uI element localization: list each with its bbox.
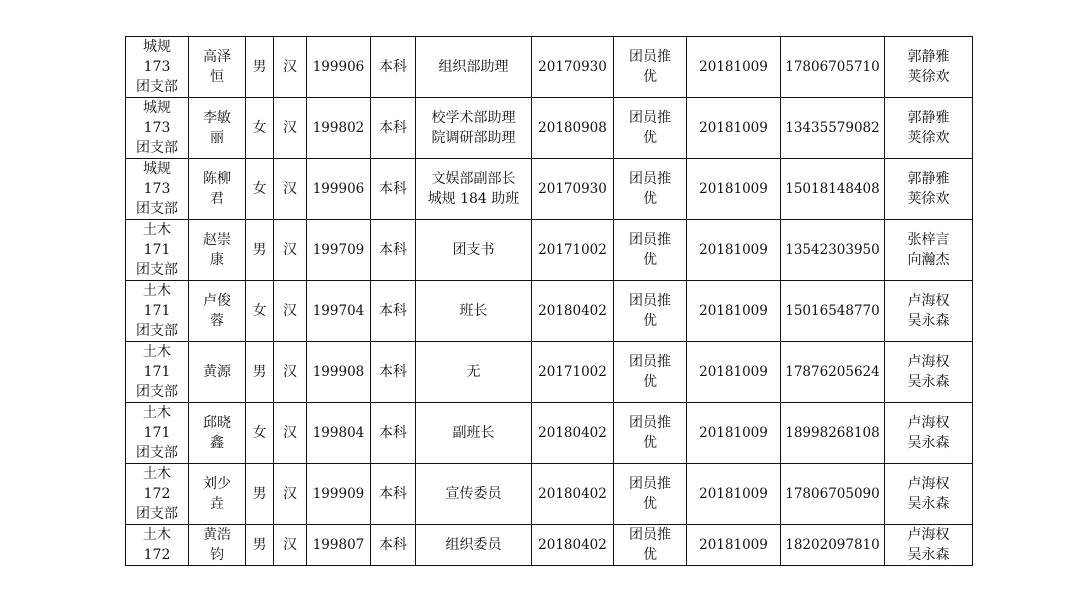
branch-cell: 土木 171 团支部 [126,342,189,403]
phone-cell: 17876205624 [781,342,885,403]
table-row [126,98,973,159]
name-cell: 黄源 [189,342,246,403]
type-cell: 团员推 优 [614,37,687,98]
name-cell: 邱晓 鑫 [189,403,246,464]
phone-cell: 15018148408 [781,159,885,220]
name-cell: 陈柳 君 [189,159,246,220]
branch-cell: 城规 173 团支部 [126,98,189,159]
gender-cell: 男 [246,464,274,525]
gender-cell: 女 [246,159,274,220]
gender-cell: 女 [246,281,274,342]
gender-cell: 女 [246,98,274,159]
branch-cell: 土木 172 [126,525,189,566]
table-row [126,525,973,566]
date-cell: 20181009 [687,342,781,403]
birth-cell: 199802 [307,98,371,159]
recommenders-cell: 卢海权 吴永森 [885,525,973,566]
table-row [126,403,973,464]
join-date-cell: 20171002 [532,342,614,403]
type-cell: 团员推 优 [614,220,687,281]
birth-cell: 199804 [307,403,371,464]
recommenders-cell: 卢海权 吴永森 [885,403,973,464]
date-cell: 20181009 [687,159,781,220]
join-date-cell: 20180402 [532,464,614,525]
recommenders-cell: 郭静雅 荚徐欢 [885,159,973,220]
education-cell: 本科 [371,403,416,464]
birth-cell: 199906 [307,37,371,98]
gender-cell: 男 [246,37,274,98]
branch-cell: 土木 172 团支部 [126,464,189,525]
type-cell: 团员推 优 [614,403,687,464]
member-table [125,36,973,566]
type-cell: 团员推 优 [614,342,687,403]
gender-cell: 女 [246,403,274,464]
date-cell: 20181009 [687,98,781,159]
type-cell: 团员推 优 [614,159,687,220]
birth-cell: 199909 [307,464,371,525]
type-cell: 团员推 优 [614,98,687,159]
join-date-cell: 20171002 [532,220,614,281]
phone-cell: 13542303950 [781,220,885,281]
recommenders-cell: 郭静雅 荚徐欢 [885,37,973,98]
ethnicity-cell: 汉 [274,525,307,566]
name-cell: 刘少 垚 [189,464,246,525]
birth-cell: 199906 [307,159,371,220]
gender-cell: 男 [246,525,274,566]
join-date-cell: 20180908 [532,98,614,159]
recommenders-cell: 张梓言 向瀚杰 [885,220,973,281]
type-cell: 团员推 优 [614,464,687,525]
position-cell: 班长 [416,281,532,342]
birth-cell: 199704 [307,281,371,342]
position-cell: 宣传委员 [416,464,532,525]
branch-cell: 土木 171 团支部 [126,281,189,342]
education-cell: 本科 [371,159,416,220]
education-cell: 本科 [371,220,416,281]
position-cell: 团支书 [416,220,532,281]
ethnicity-cell: 汉 [274,403,307,464]
name-cell: 李敏 丽 [189,98,246,159]
position-cell: 无 [416,342,532,403]
table-row [126,37,973,98]
name-cell: 黄浩 钧 [189,525,246,566]
recommenders-cell: 卢海权 吴永森 [885,281,973,342]
education-cell: 本科 [371,525,416,566]
join-date-cell: 20180402 [532,403,614,464]
ethnicity-cell: 汉 [274,159,307,220]
recommenders-cell: 卢海权 吴永森 [885,464,973,525]
education-cell: 本科 [371,98,416,159]
date-cell: 20181009 [687,464,781,525]
ethnicity-cell: 汉 [274,464,307,525]
position-cell: 组织部助理 [416,37,532,98]
ethnicity-cell: 汉 [274,98,307,159]
branch-cell: 城规 173 团支部 [126,159,189,220]
join-date-cell: 20170930 [532,159,614,220]
education-cell: 本科 [371,281,416,342]
date-cell: 20181009 [687,281,781,342]
table-row [126,159,973,220]
recommenders-cell: 郭静雅 荚徐欢 [885,98,973,159]
date-cell: 20181009 [687,403,781,464]
position-cell: 组织委员 [416,525,532,566]
phone-cell: 17806705710 [781,37,885,98]
table-row [126,220,973,281]
name-cell: 卢俊 蓉 [189,281,246,342]
date-cell: 20181009 [687,37,781,98]
education-cell: 本科 [371,464,416,525]
ethnicity-cell: 汉 [274,220,307,281]
name-cell: 赵崇 康 [189,220,246,281]
phone-cell: 18202097810 [781,525,885,566]
recommenders-cell: 卢海权 吴永森 [885,342,973,403]
education-cell: 本科 [371,342,416,403]
gender-cell: 男 [246,220,274,281]
phone-cell: 17806705090 [781,464,885,525]
birth-cell: 199807 [307,525,371,566]
ethnicity-cell: 汉 [274,37,307,98]
table-row [126,464,973,525]
date-cell: 20181009 [687,220,781,281]
birth-cell: 199908 [307,342,371,403]
position-cell: 校学术部助理 院调研部助理 [416,98,532,159]
birth-cell: 199709 [307,220,371,281]
ethnicity-cell: 汉 [274,281,307,342]
branch-cell: 城规 173 团支部 [126,37,189,98]
table-row [126,281,973,342]
date-cell: 20181009 [687,525,781,566]
branch-cell: 土木 171 团支部 [126,220,189,281]
branch-cell: 土木 171 团支部 [126,403,189,464]
position-cell: 副班长 [416,403,532,464]
ethnicity-cell: 汉 [274,342,307,403]
join-date-cell: 20170930 [532,37,614,98]
phone-cell: 15016548770 [781,281,885,342]
type-cell: 团员推 优 [614,525,687,566]
phone-cell: 13435579082 [781,98,885,159]
join-date-cell: 20180402 [532,281,614,342]
gender-cell: 男 [246,342,274,403]
education-cell: 本科 [371,37,416,98]
type-cell: 团员推 优 [614,281,687,342]
join-date-cell: 20180402 [532,525,614,566]
phone-cell: 18998268108 [781,403,885,464]
table-row [126,342,973,403]
position-cell: 文娱部副部长 城规 184 助班 [416,159,532,220]
name-cell: 高泽 恒 [189,37,246,98]
